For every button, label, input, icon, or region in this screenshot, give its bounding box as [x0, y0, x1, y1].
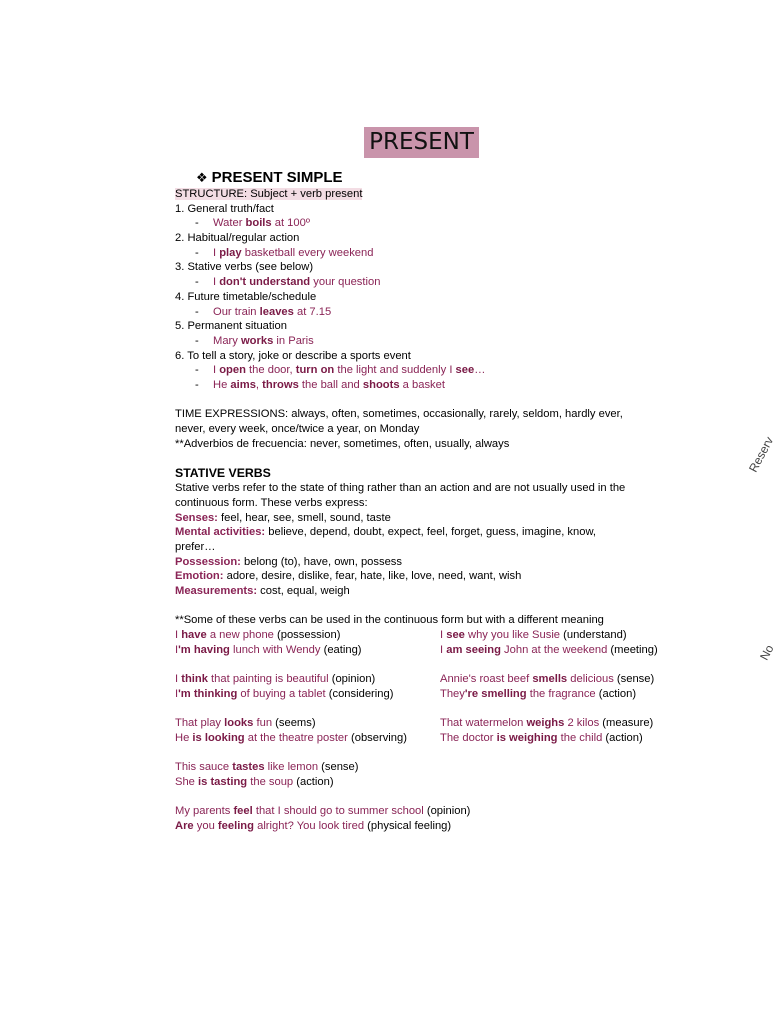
- verb-highlight: open: [219, 364, 246, 377]
- use-example: [175, 305, 735, 320]
- meaning-note: (action): [602, 731, 643, 744]
- example-left: [175, 643, 440, 658]
- example-text: That play: [175, 717, 225, 730]
- example-pair-row: [175, 672, 735, 687]
- verb-highlight: boils: [245, 217, 272, 230]
- example-text: That watermelon: [440, 717, 527, 730]
- dash-bullet-icon: -: [195, 364, 199, 377]
- continuous-note: **Some of these verbs can be used in the continuous form but with a different meaning: [175, 614, 604, 627]
- verb-highlight: is weighing: [496, 731, 558, 744]
- example-pair-row: [175, 775, 735, 790]
- margin-text-reserved: Reserv: [746, 434, 777, 475]
- example-text: Our train: [213, 305, 260, 318]
- example-text: fun: [253, 717, 273, 730]
- example-text: My parents: [175, 805, 234, 818]
- verb-highlight: smells: [532, 673, 568, 686]
- use-example: [175, 246, 735, 261]
- example-text: the light and suddenly I: [334, 364, 456, 377]
- example-right: [440, 628, 627, 643]
- use-example: [175, 216, 735, 231]
- meaning-note: (opinion): [423, 805, 471, 818]
- example-text: at 100º: [271, 217, 310, 230]
- stative-category: [175, 584, 635, 599]
- stative-category: [175, 511, 635, 526]
- meaning-note: (sense): [318, 761, 359, 774]
- section-heading: [196, 169, 343, 187]
- meaning-note: (meeting): [607, 643, 658, 656]
- example-left: [175, 687, 440, 702]
- example-text: Water: [213, 217, 246, 230]
- meaning-note: (observing): [347, 731, 407, 744]
- example-right: [440, 643, 658, 658]
- use-example: [175, 275, 735, 290]
- category-name: Possession:: [175, 555, 241, 568]
- example-text: the ball and: [298, 378, 363, 391]
- example-text: why you like Susie: [464, 629, 561, 642]
- verb-highlight: think: [181, 673, 208, 686]
- example-text: She: [175, 775, 199, 788]
- example-left: [175, 628, 440, 643]
- example-pair-row: [175, 760, 735, 775]
- meaning-note: (action): [293, 775, 334, 788]
- example-text: He: [213, 378, 231, 391]
- use-example: [175, 334, 735, 349]
- example-text: John at the weekend: [500, 643, 608, 656]
- verb-highlight: weighs: [526, 717, 565, 730]
- example-text: They: [440, 687, 465, 700]
- verb-highlight: looks: [224, 717, 254, 730]
- example-text: Annie's roast beef: [440, 673, 533, 686]
- meaning-note: (seems): [272, 717, 316, 730]
- example-text: your question: [310, 276, 381, 289]
- verb-highlight: see: [446, 629, 465, 642]
- verb-highlight: am seeing: [446, 643, 501, 656]
- example-text: of buying a tablet: [237, 687, 326, 700]
- category-name: Emotion:: [175, 570, 224, 583]
- example-left: [175, 731, 440, 746]
- example-left: [175, 804, 471, 819]
- meaning-note: (possession): [273, 629, 341, 642]
- verb-highlight: have: [181, 629, 207, 642]
- use-6-label: 6. To tell a story, joke or describe a sports event: [175, 349, 411, 362]
- example-text: I: [175, 673, 182, 686]
- verb-highlight: see: [455, 364, 475, 377]
- example-pair-row: [175, 643, 735, 658]
- example-left: [175, 775, 440, 790]
- example-text: 2 kilos: [564, 717, 600, 730]
- verb-highlight: 'm having: [178, 643, 230, 656]
- meaning-note: (physical feeling): [364, 820, 452, 833]
- example-text: lunch with Wendy: [229, 643, 321, 656]
- adverbios-note: **Adverbios de frecuencia: never, sometimes, often, usually, always: [175, 437, 510, 450]
- verb-highlight: 'm thinking: [178, 687, 238, 700]
- use-label: 3. Stative verbs (see below): [175, 261, 314, 274]
- use-label: 4. Future timetable/schedule: [175, 290, 317, 303]
- verb-highlight: feeling: [217, 820, 254, 833]
- use-label: 1. General truth/fact: [175, 202, 274, 215]
- example-text: I: [440, 629, 447, 642]
- example-left: [175, 672, 440, 687]
- example-text: He: [175, 731, 193, 744]
- document-body: [175, 187, 735, 834]
- example-text: that I should go to summer school: [252, 805, 424, 818]
- example-text: alright? You look tired: [253, 820, 365, 833]
- category-verbs: belong (to), have, own, possess: [240, 555, 402, 568]
- use-6-example-2: [175, 378, 735, 393]
- structure-line: [175, 187, 735, 202]
- dash-bullet-icon: -: [195, 246, 199, 259]
- example-text: I: [175, 687, 179, 700]
- category-verbs: cost, equal, weigh: [257, 585, 350, 598]
- category-verbs: adore, desire, dislike, fear, hate, like, love, need, want, wish: [223, 570, 522, 583]
- meaning-note: (considering): [325, 687, 394, 700]
- meaning-note: (eating): [320, 643, 362, 656]
- verb-highlight: feel: [233, 805, 253, 818]
- verb-highlight: play: [219, 246, 242, 259]
- example-left: [175, 819, 452, 834]
- verb-highlight: is tasting: [198, 775, 248, 788]
- meaning-note: (opinion): [328, 673, 376, 686]
- example-right: [440, 687, 636, 702]
- category-name: Senses:: [175, 511, 218, 524]
- example-text: the child: [557, 731, 603, 744]
- example-pair-row: [175, 628, 735, 643]
- verb-highlight: don't understand: [219, 276, 311, 289]
- margin-text-no: No: [757, 642, 777, 663]
- verb-highlight: tastes: [232, 761, 265, 774]
- stative-verbs-heading: STATIVE VERBS: [175, 466, 271, 481]
- meaning-note: (understand): [560, 629, 627, 642]
- example-right: [440, 716, 653, 731]
- example-pair-row: [175, 731, 735, 746]
- example-right: [440, 672, 654, 687]
- dash-bullet-icon: -: [195, 276, 199, 289]
- verb-highlight: works: [240, 334, 274, 347]
- example-text: the soup: [247, 775, 294, 788]
- structure-text: STRUCTURE: Subject + verb present: [175, 188, 363, 200]
- verb-highlight: 're smelling: [464, 687, 527, 700]
- example-text: I: [175, 629, 182, 642]
- dash-bullet-icon: -: [195, 305, 199, 318]
- verb-highlight: aims: [230, 378, 256, 391]
- example-text: ,: [255, 378, 263, 391]
- stative-category: [175, 555, 635, 570]
- example-text: the fragrance: [526, 687, 596, 700]
- verb-highlight: shoots: [362, 378, 400, 391]
- example-text: …: [474, 364, 486, 377]
- diamond-bullet-icon: ❖: [196, 170, 208, 185]
- heading-text: PRESENT SIMPLE: [211, 169, 343, 186]
- example-text: a basket: [399, 378, 445, 391]
- example-text: I: [213, 246, 220, 259]
- example-text: the door,: [245, 364, 296, 377]
- example-text: I: [213, 364, 220, 377]
- category-verbs: believe, depend, doubt, expect, feel, forget, guess, imagine, know, prefer…: [175, 526, 597, 553]
- example-pair-row: [175, 716, 735, 731]
- example-text: that painting is beautiful: [207, 673, 329, 686]
- stative-categories: [175, 511, 735, 599]
- example-text: at the theatre poster: [244, 731, 348, 744]
- dash-bullet-icon: -: [195, 217, 199, 230]
- example-left: [175, 760, 440, 775]
- example-text: like lemon: [264, 761, 319, 774]
- example-pairs: [175, 628, 735, 834]
- stative-intro: Stative verbs refer to the state of thing rather than an action and are not usually used in the continuous form. These verbs express:: [175, 482, 626, 509]
- page-title: PRESENT: [364, 127, 479, 158]
- example-text: The doctor: [440, 731, 497, 744]
- use-label: 2. Habitual/regular action: [175, 232, 300, 245]
- verb-highlight: Are: [175, 820, 194, 833]
- example-text: This sauce: [175, 761, 233, 774]
- example-text: a new phone: [206, 629, 274, 642]
- meaning-note: (sense): [613, 673, 655, 686]
- use-6-example-1: [175, 363, 735, 378]
- dash-bullet-icon: -: [195, 378, 199, 391]
- example-right: [440, 731, 643, 746]
- meaning-note: (action): [595, 687, 637, 700]
- stative-category: [175, 569, 635, 584]
- example-text: you: [193, 820, 218, 833]
- verb-highlight: turn on: [295, 364, 335, 377]
- example-text: I: [175, 643, 179, 656]
- uses-list: [175, 202, 735, 349]
- category-verbs: feel, hear, see, smell, sound, taste: [217, 511, 391, 524]
- category-name: Measurements:: [175, 585, 258, 598]
- example-left: [175, 716, 440, 731]
- example-text: at 7.15: [293, 305, 332, 318]
- meaning-note: (measure): [599, 717, 654, 730]
- example-pair-row: [175, 687, 735, 702]
- example-text: in Paris: [273, 334, 314, 347]
- example-text: delicious: [567, 673, 614, 686]
- example-text: I: [213, 276, 220, 289]
- category-name: Mental activities:: [175, 526, 266, 539]
- verb-highlight: is looking: [192, 731, 245, 744]
- example-text: I: [440, 643, 447, 656]
- example-pair-row: [175, 804, 735, 819]
- use-label: 5. Permanent situation: [175, 320, 287, 333]
- time-expressions: TIME EXPRESSIONS: always, often, sometimes, occasionally, rarely, seldom, hardly ever, never, every week, once/twice a year, on Monday: [175, 408, 623, 436]
- verb-highlight: leaves: [259, 305, 294, 318]
- dash-bullet-icon: -: [195, 334, 199, 347]
- example-text: Mary: [213, 334, 241, 347]
- verb-highlight: throws: [262, 378, 299, 391]
- example-text: basketball every weekend: [241, 246, 374, 259]
- example-pair-row: [175, 819, 735, 834]
- stative-category: [175, 525, 635, 554]
